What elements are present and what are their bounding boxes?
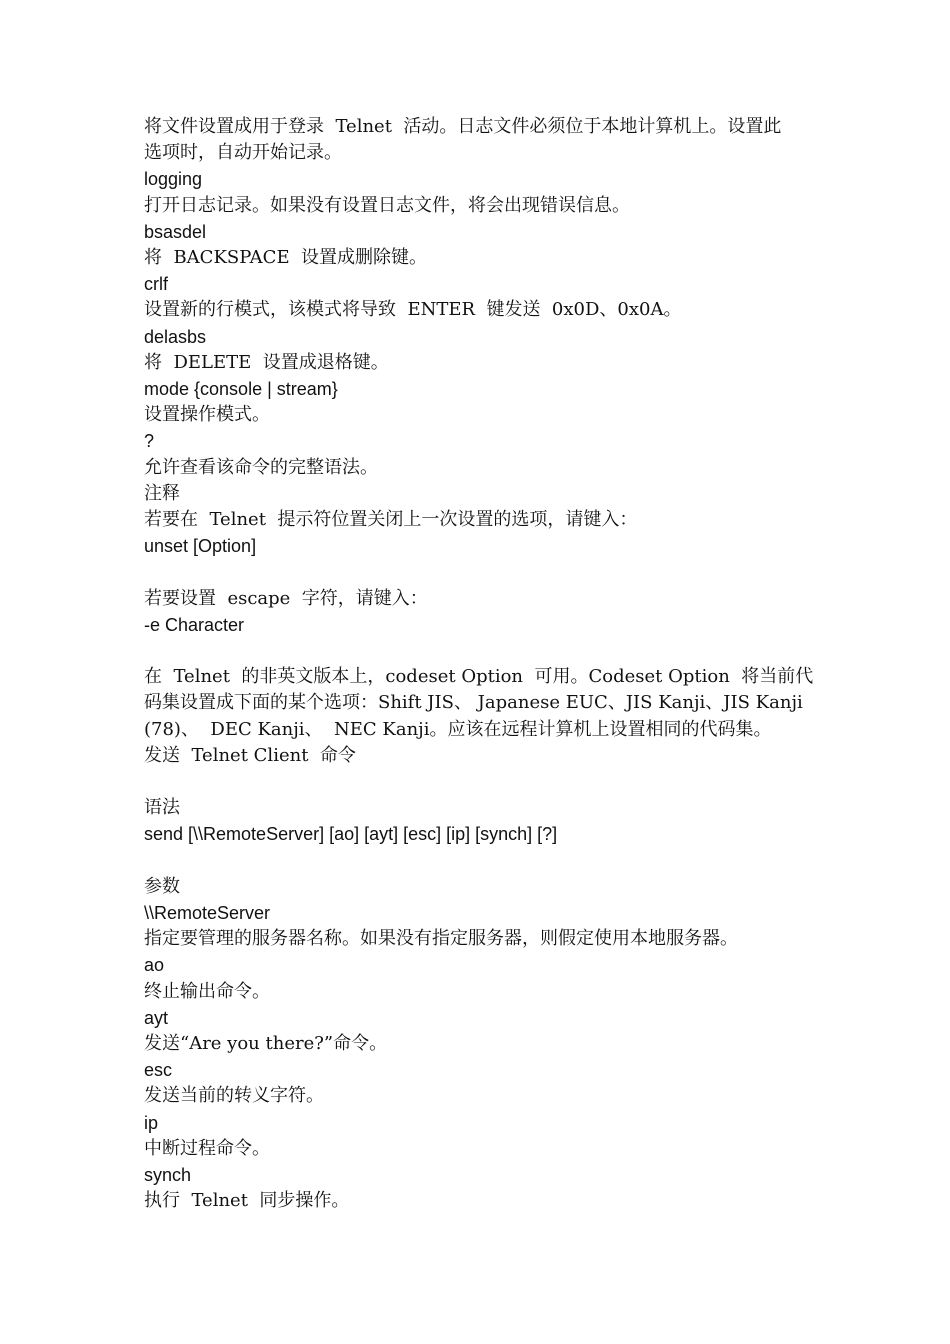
text-line: 选项时，自动开始记录。 (144, 142, 342, 164)
parameter-description: 指定要管理的服务器名称。如果没有指定服务器，则假定使用本地服务器。 (144, 928, 738, 950)
option-description: 设置新的行模式，该模式将导致 ENTER 键发送 0x0D、0x0A。 (144, 299, 682, 321)
blank-line (144, 848, 814, 874)
command-syntax: send [\\RemoteServer] [ao] [ayt] [esc] [ip] [synch] [?] (144, 824, 558, 845)
command-syntax: -e Character (144, 614, 245, 635)
parameter-description: 中断过程命令。 (144, 1137, 270, 1159)
blank-line (144, 559, 814, 585)
document-body (144, 114, 814, 1214)
parameter-name: esc (144, 1060, 173, 1081)
blank-line (144, 638, 814, 664)
command-syntax: unset [Option] (144, 536, 257, 557)
option-description: 将 BACKSPACE 设置成删除键。 (144, 247, 428, 269)
option-name: delasbs (144, 326, 207, 347)
option-description: 设置操作模式。 (144, 404, 270, 426)
section-heading: 参数 (144, 875, 180, 897)
parameter-name: \\RemoteServer (144, 903, 271, 924)
option-name: mode {console | stream} (144, 379, 338, 400)
text-line: 若要在 Telnet 提示符位置关闭上一次设置的选项，请键入： (144, 509, 638, 531)
option-name: bsasdel (144, 221, 207, 242)
text-line: 将文件设置成用于登录 Telnet 活动。日志文件必须位于本地计算机上。设置此 (144, 116, 782, 137)
text-line: 若要设置 escape 字符，请键入： (144, 587, 428, 609)
option-description: 打开日志记录。如果没有设置日志文件，将会出现错误信息。 (144, 194, 630, 216)
parameter-description: 发送“Are you there?”命令。 (144, 1033, 388, 1055)
parameter-description: 发送当前的转义字符。 (144, 1085, 324, 1107)
section-heading: 注释 (144, 482, 180, 504)
parameter-name: ao (144, 955, 165, 976)
option-description: 将 DELETE 设置成退格键。 (144, 351, 389, 373)
parameter-name: ip (144, 1112, 159, 1133)
text-line: 码集设置成下面的某个选项：Shift JIS、 Japanese EUC、JIS Kanji、JIS Kanji (144, 692, 803, 714)
section-heading: 发送 Telnet Client 命令 (144, 744, 356, 766)
blank-line (144, 769, 814, 795)
parameter-name: ayt (144, 1007, 169, 1028)
section-heading: 语法 (144, 797, 180, 819)
text-line: (78)、 DEC Kanji、 NEC Kanji。应该在远程计算机上设置相同的代码集。 (144, 718, 772, 740)
option-name: crlf (144, 274, 168, 295)
parameter-name: synch (144, 1165, 192, 1186)
option-name: logging (144, 169, 203, 190)
parameter-description: 终止输出命令。 (144, 980, 270, 1002)
option-description: 允许查看该命令的完整语法。 (144, 456, 378, 478)
text-line: 在 Telnet 的非英文版本上，codeset Option 可用。Codeset Option 将当前代 (144, 666, 814, 688)
parameter-description: 执行 Telnet 同步操作。 (144, 1190, 350, 1212)
option-name: ? (144, 431, 155, 452)
